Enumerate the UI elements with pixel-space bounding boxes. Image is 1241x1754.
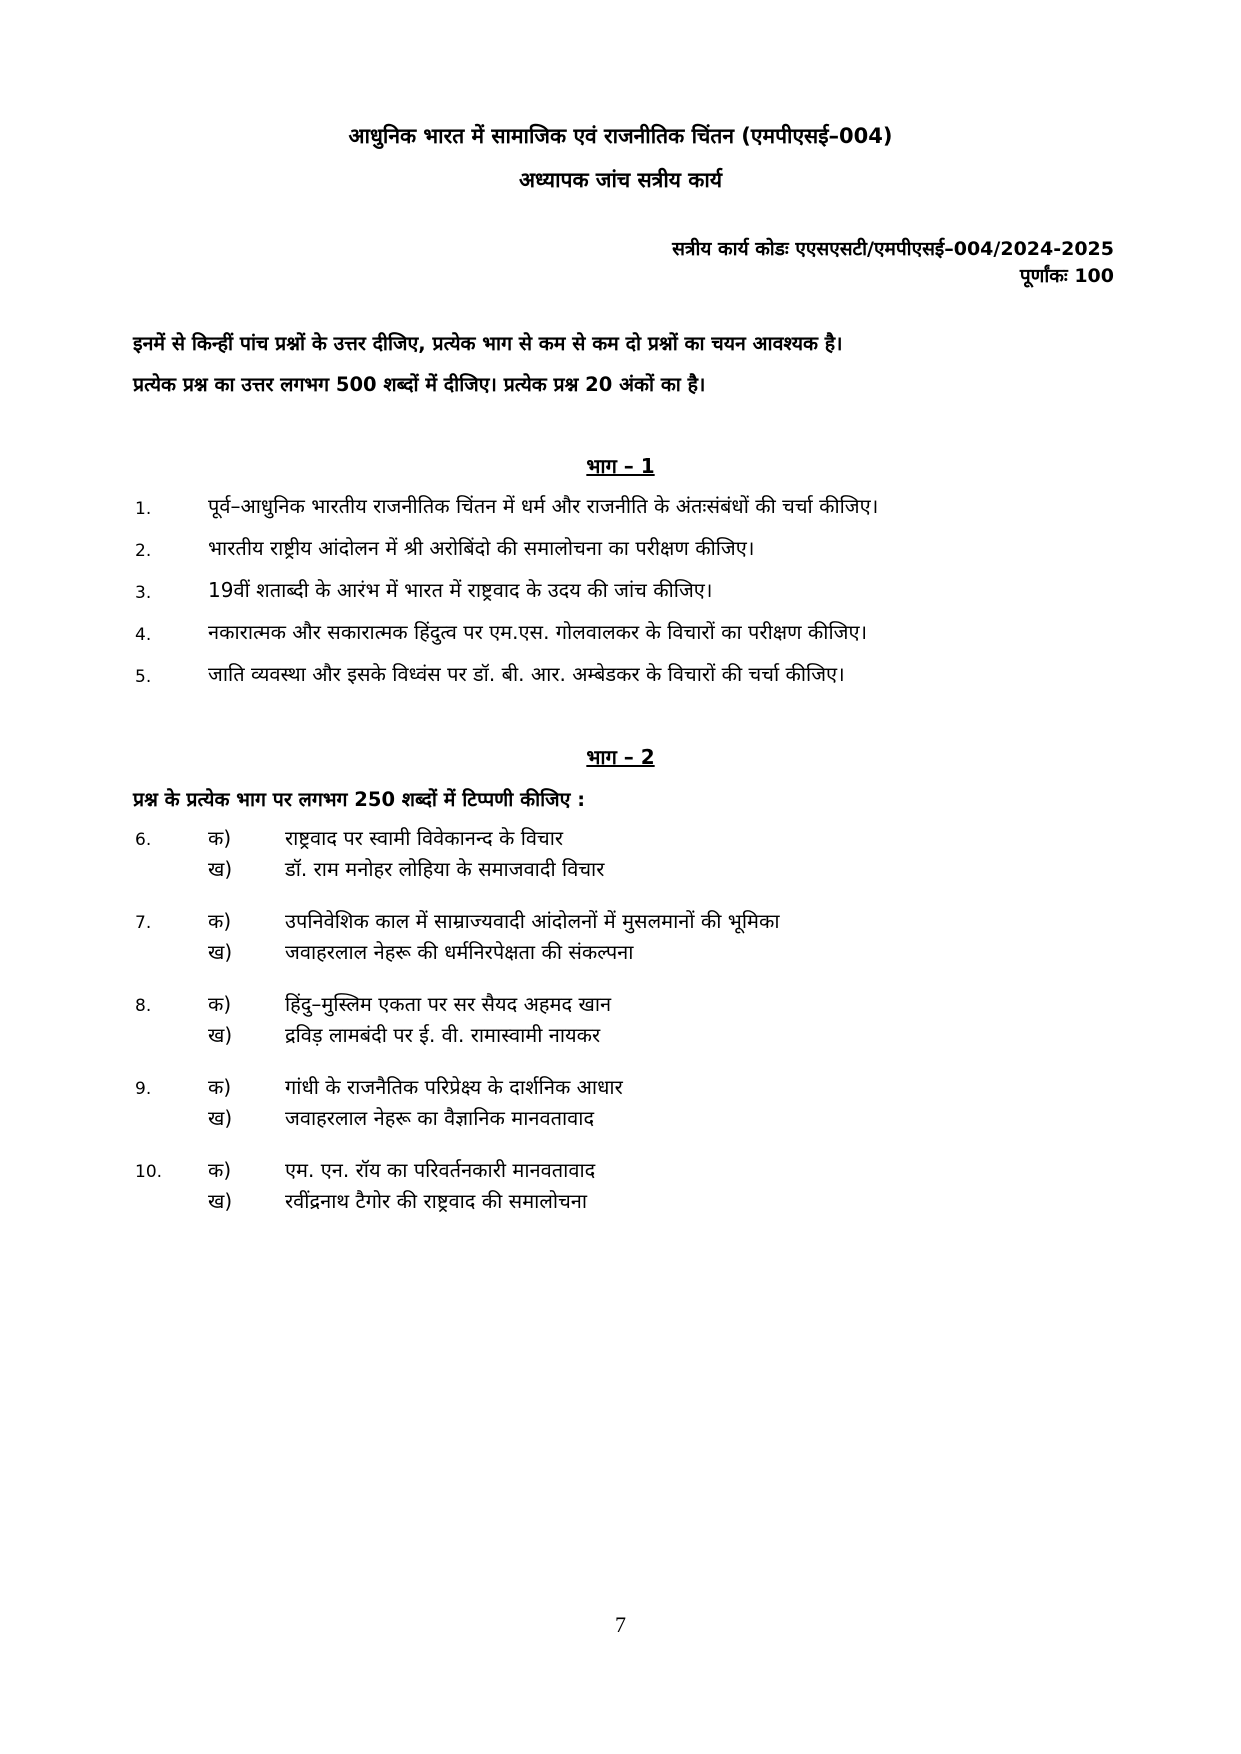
question-text: जाति व्यवस्था और इसके विध्वंस पर डॉ. बी. आर. अम्बेडकर के विचारों की चर्चा कीजिए।: [208, 662, 845, 686]
question-number: 1.: [135, 499, 152, 519]
instruction-line-1: इनमें से किन्हीं पांच प्रश्नों के उत्तर दीजिए, प्रत्येक भाग से कम से कम दो प्रश्नों का चयन आवश्यक है।: [133, 332, 843, 355]
subpart-marker: ख): [208, 1023, 233, 1047]
question-text: 19वीं शताब्दी के आरंभ में भारत में राष्ट्रवाद के उदय की जांच कीजिए।: [208, 578, 713, 602]
subpart-text: गांधी के राजनैतिक परिप्रेक्ष्य के दार्शनिक आधार: [285, 1075, 623, 1099]
subpart-text: जवाहरलाल नेहरू का वैज्ञानिक मानवतावाद: [285, 1106, 595, 1130]
question-text: पूर्व–आधुनिक भारतीय राजनीतिक चिंतन में धर्म और राजनीति के अंतःसंबंधों की चर्चा कीजिए।: [208, 494, 879, 518]
document-title: आधुनिक भारत में सामाजिक एवं राजनीतिक चिंतन (एमपीएसई–004): [348, 124, 893, 148]
subpart-marker: क): [208, 826, 232, 850]
subpart-marker: क): [208, 909, 232, 933]
part1-heading: भाग – 1: [586, 454, 655, 478]
question-number: 10.: [135, 1162, 163, 1182]
question-number: 4.: [135, 625, 152, 645]
subpart-marker: ख): [208, 1106, 233, 1130]
question-number: 9.: [135, 1079, 152, 1099]
subpart-text: रवींद्रनाथ टैगोर की राष्ट्रवाद की समालोचना: [285, 1189, 588, 1213]
page-number: 7: [615, 1612, 626, 1637]
subpart-text: राष्ट्रवाद पर स्वामी विवेकानन्द के विचार: [285, 826, 564, 850]
subpart-marker: ख): [208, 940, 233, 964]
question-number: 6.: [135, 830, 152, 850]
assignment-code: सत्रीय कार्य कोडः एएसएसटी/एमपीएसई–004/2024-2025: [672, 238, 1114, 260]
subpart-text: हिंदु–मुस्लिम एकता पर सर सैयद अहमद खान: [285, 992, 612, 1016]
question-text: भारतीय राष्ट्रीय आंदोलन में श्री अरोबिंदो की समालोचना का परीक्षण कीजिए।: [208, 536, 755, 560]
question-number: 8.: [135, 996, 152, 1016]
subpart-marker: ख): [208, 1189, 233, 1213]
question-number: 7.: [135, 913, 152, 933]
subpart-text: जवाहरलाल नेहरू की धर्मनिरपेक्षता की संकल्पना: [285, 940, 634, 964]
subpart-text: उपनिवेशिक काल में साम्राज्यवादी आंदोलनों में मुसलमानों की भूमिका: [285, 909, 780, 933]
question-text: नकारात्मक और सकारात्मक हिंदुत्व पर एम.एस. गोलवालकर के विचारों का परीक्षण कीजिए।: [208, 620, 868, 644]
part2-instruction: प्रश्न के प्रत्येक भाग पर लगभग 250 शब्दों में टिप्पणी कीजिए :: [133, 788, 586, 811]
question-number: 5.: [135, 667, 152, 687]
question-number: 3.: [135, 583, 152, 603]
subpart-text: एम. एन. रॉय का परिवर्तनकारी मानवतावाद: [285, 1158, 596, 1182]
subpart-marker: क): [208, 992, 232, 1016]
subpart-marker: क): [208, 1075, 232, 1099]
document-subtitle: अध्यापक जांच सत्रीय कार्य: [518, 168, 723, 192]
max-marks: पूर्णांकः 100: [1019, 265, 1114, 287]
subpart-text: द्रविड़ लामबंदी पर ई. वी. रामास्वामी नायकर: [285, 1023, 601, 1047]
question-number: 2.: [135, 541, 152, 561]
subpart-text: डॉ. राम मनोहर लोहिया के समाजवादी विचार: [285, 857, 605, 881]
part2-heading: भाग – 2: [586, 745, 655, 769]
instruction-line-2: प्रत्येक प्रश्न का उत्तर लगभग 500 शब्दों में दीजिए। प्रत्येक प्रश्न 20 अंकों का है।: [133, 373, 706, 396]
subpart-marker: क): [208, 1158, 232, 1182]
subpart-marker: ख): [208, 857, 233, 881]
